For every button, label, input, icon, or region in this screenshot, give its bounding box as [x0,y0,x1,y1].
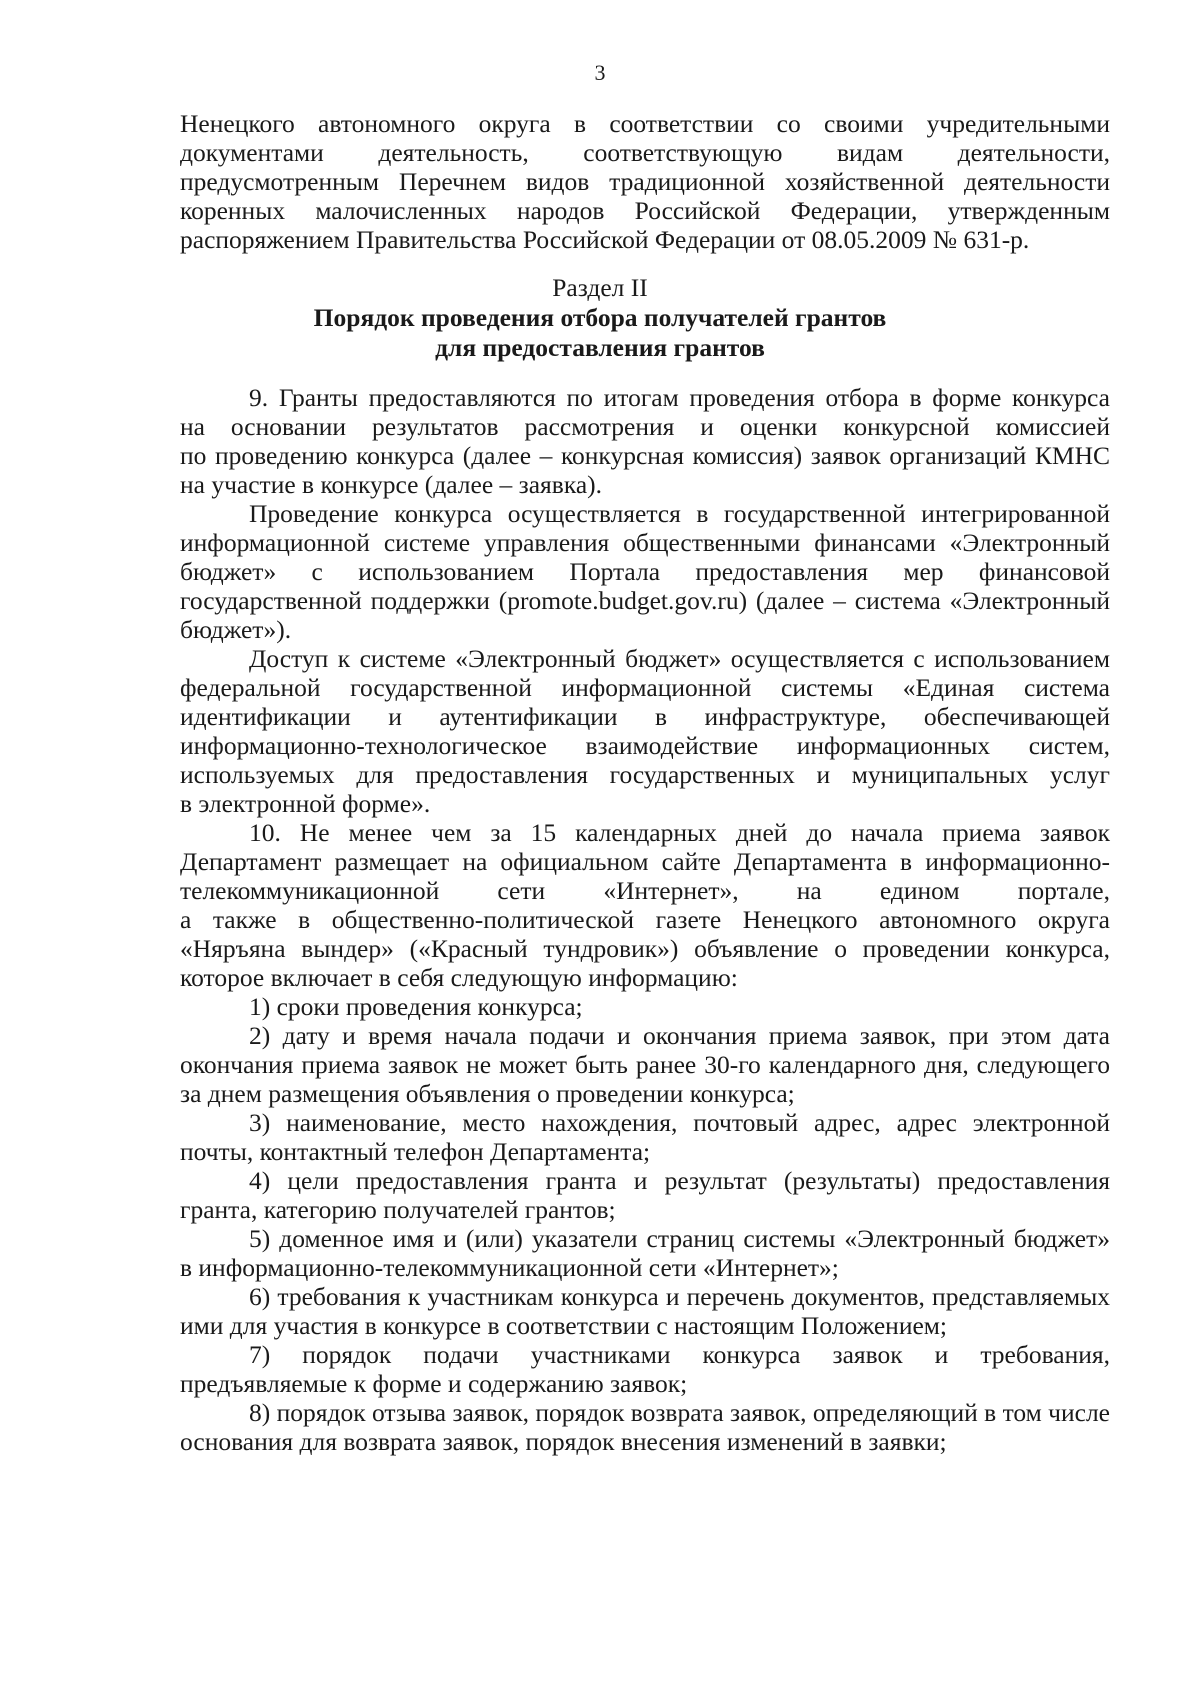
text-line: предусмотренным Перечнем видов традиционной хозяйственной деятельности [180,167,1110,196]
text-line: которое включает в себя следующую информацию: [180,963,738,992]
text-line: телекоммуникационной сети «Интернет», на едином портале, [180,876,1110,905]
text-line: окончания приема заявок не может быть ранее 30-го календарного дня, следующего [180,1050,1110,1079]
text-line: предъявляемые к форме и содержанию заявок; [180,1369,688,1398]
text-line: Ненецкого автономного округа в соответствии со своими учредительными [180,109,1110,138]
text-line: в информационно-телекоммуникационной сети «Интернет»; [180,1253,839,1282]
text-line: 9. Гранты предоставляются по итогам проведения отбора в форме конкурса [249,383,1110,412]
text-line: гранта, категорию получателей грантов; [180,1195,616,1224]
page-number: 3 [594,60,606,85]
text-line: федеральной государственной информационной системы «Единая система [180,673,1110,702]
text-line: Проведение конкурса осуществляется в государственной интегрированной [249,499,1110,528]
text-line: почты, контактный телефон Департамента; [180,1137,651,1166]
text-line: «Няръяна вындер» («Красный тундровик») объявление о проведении конкурса, [180,934,1110,963]
text-line: государственной поддержки (promote.budget.gov.ru) (далее – система «Электронный [180,586,1110,615]
text-line: идентификации и аутентификации в инфраструктуре, обеспечивающей [180,702,1110,731]
text-line: ими для участия в конкурсе в соответствии с настоящим Положением; [180,1311,948,1340]
list-item: 6) требования к участникам конкурса и перечень документов, представляемых [249,1282,1110,1311]
text-line: бюджет»). [180,615,292,644]
text-line: а также в общественно-политической газете Ненецкого автономного округа [180,905,1110,934]
section-body [180,383,1110,1456]
text-line: Доступ к системе «Электронный бюджет» осуществляется с использованием [249,644,1110,673]
text-line: за днем размещения объявления о проведении конкурса; [180,1079,795,1108]
text-line: информационной системе управления общественными финансами «Электронный [180,528,1110,557]
list-item: 8) порядок отзыва заявок, порядок возврата заявок, определяющий в том числе [249,1398,1110,1427]
section-heading [0,273,1200,363]
list-item: 7) порядок подачи участниками конкурса заявок и требования, [249,1340,1110,1369]
text-line: распоряжением Правительства Российской Федерации от 08.05.2009 № 631-р. [180,225,1030,254]
list-item: 5) доменное имя и (или) указатели страниц системы «Электронный бюджет» [249,1224,1110,1253]
text-line: 10. Не менее чем за 15 календарных дней до начала приема заявок [249,818,1110,847]
text-line: основания для возврата заявок, порядок внесения изменений в заявки; [180,1427,947,1456]
text-line: коренных малочисленных народов Российской Федерации, утвержденным [180,196,1110,225]
text-line: используемых для предоставления государственных и муниципальных услуг [180,760,1110,789]
text-line: по проведению конкурса (далее – конкурсная комиссия) заявок организаций КМНС [180,441,1110,470]
section-label: Раздел II [552,273,648,302]
text-line: на основании результатов рассмотрения и оценки конкурсной комиссией [180,412,1110,441]
list-item: 2) дату и время начала подачи и окончания приема заявок, при этом дата [249,1021,1110,1050]
text-line: в электронной форме». [180,789,431,818]
text-line: бюджет» с использованием Портала предоставления мер финансовой [180,557,1110,586]
intro-paragraph [180,109,1110,254]
list-item: 1) сроки проведения конкурса; [249,992,583,1021]
section-title-line: для предоставления грантов [435,333,765,362]
list-item: 4) цели предоставления гранта и результат (результаты) предоставления [249,1166,1110,1195]
list-item: 3) наименование, место нахождения, почтовый адрес, адрес электронной [249,1108,1110,1137]
text-line: Департамент размещает на официальном сайте Департамента в информационно- [180,847,1110,876]
section-title-line: Порядок проведения отбора получателей грантов [313,303,887,332]
text-line: на участие в конкурсе (далее – заявка). [180,470,603,499]
text-line: документами деятельность, соответствующую видам деятельности, [180,138,1110,167]
text-line: информационно-технологическое взаимодействие информационных систем, [180,731,1110,760]
